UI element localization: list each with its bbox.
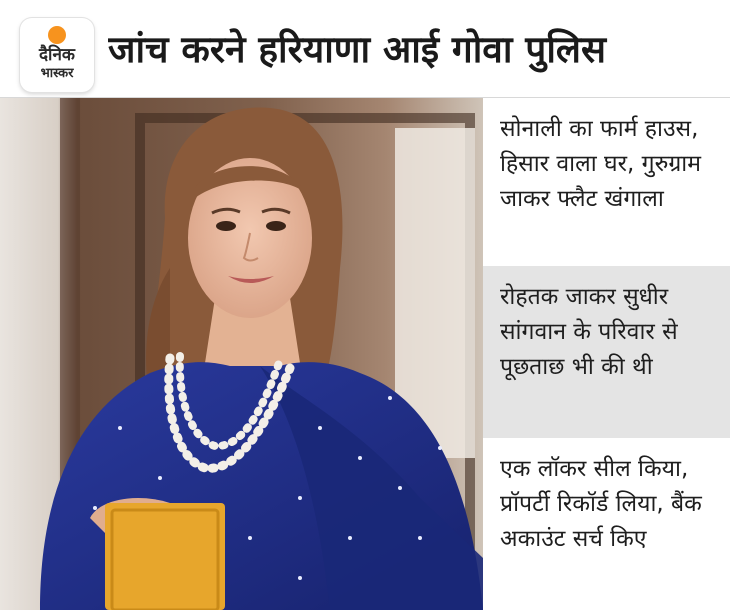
headline: जांच करने हरियाणा आई गोवा पुलिस	[108, 28, 607, 71]
portrait-photo	[0, 98, 483, 610]
info-point-3: एक लॉकर सील किया, प्रॉपर्टी रिकॉर्ड लिया, बैंक अकाउंट सर्च किए	[483, 438, 730, 610]
info-point-1: सोनाली का फार्म हाउस, हिसार वाला घर, गुरुग्राम जाकर फ्लैट खंगाला	[483, 98, 730, 266]
logo-text-line2: भास्कर	[40, 66, 74, 81]
header-bar	[0, 0, 730, 98]
sun-icon	[48, 26, 66, 44]
logo-text-line1: दैनिक	[39, 45, 75, 65]
dainik-bhaskar-logo[interactable]	[20, 18, 94, 92]
info-point-2: रोहतक जाकर सुधीर सांगवान के परिवार से पूछताछ भी की थी	[483, 266, 730, 438]
